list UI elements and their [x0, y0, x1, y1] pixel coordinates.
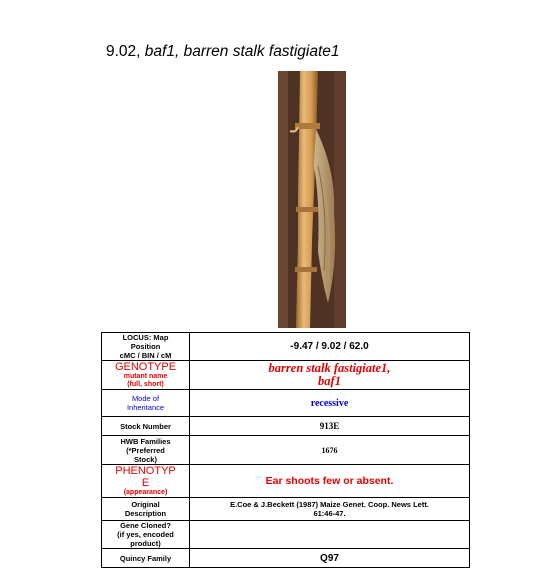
original-value: E.Coe & J.Beckett (1987) Maize Genet. Coop. News Lett. 61:46-47.: [190, 498, 470, 521]
table-row-original: [102, 498, 470, 521]
stalk-node: [295, 267, 317, 272]
cloned-value: [190, 521, 470, 549]
locus-label: LOCUS: Map Position cMC / BIN / cM: [102, 333, 190, 361]
page-title: [106, 43, 340, 61]
cloned-label: Gene Cloned? (if yes, encoded product): [102, 521, 190, 549]
maize-stalk-photo: [278, 71, 346, 328]
hwb-label: HWB Families (*Preferred Stock): [102, 436, 190, 465]
quincy-value: Q97: [190, 549, 470, 568]
table-row-stock: [102, 417, 470, 436]
phenotype-value: Ear shoots few or absent.: [190, 465, 470, 498]
title-code: 9.02,: [106, 43, 141, 60]
table-row-cloned: [102, 521, 470, 549]
original-label: Original Description: [102, 498, 190, 521]
table-row-locus: [102, 333, 470, 361]
table-row-inheritance: [102, 390, 470, 417]
title-symbol: baf1,: [144, 43, 180, 60]
stock-label: Stock Number: [102, 417, 190, 436]
genotype-label: GENOTYPE mutant name (full, short): [102, 361, 190, 390]
inheritance-value: recessive: [190, 390, 470, 417]
table-row-genotype: [102, 361, 470, 390]
locus-value: -9.47 / 9.02 / 62.0: [190, 333, 470, 361]
title-name: barren stalk fastigiate1: [183, 43, 340, 60]
quincy-label: Quincy Family: [102, 549, 190, 568]
gene-info-table: [101, 332, 470, 568]
table-row-phenotype: [102, 465, 470, 498]
stalk-node: [296, 207, 318, 212]
phenotype-label: PHENOTYP E (appearance): [102, 465, 190, 498]
stalk-node: [295, 123, 320, 129]
stock-value: 913E: [190, 417, 470, 436]
hwb-value: 1676: [190, 436, 470, 465]
stalk-illustration: [278, 71, 346, 328]
table-row-quincy: [102, 549, 470, 568]
inheritance-label: Mode of Inheritance: [102, 390, 190, 417]
table-row-hwb: [102, 436, 470, 465]
genotype-value: barren stalk fastigiate1, baf1: [190, 361, 470, 390]
